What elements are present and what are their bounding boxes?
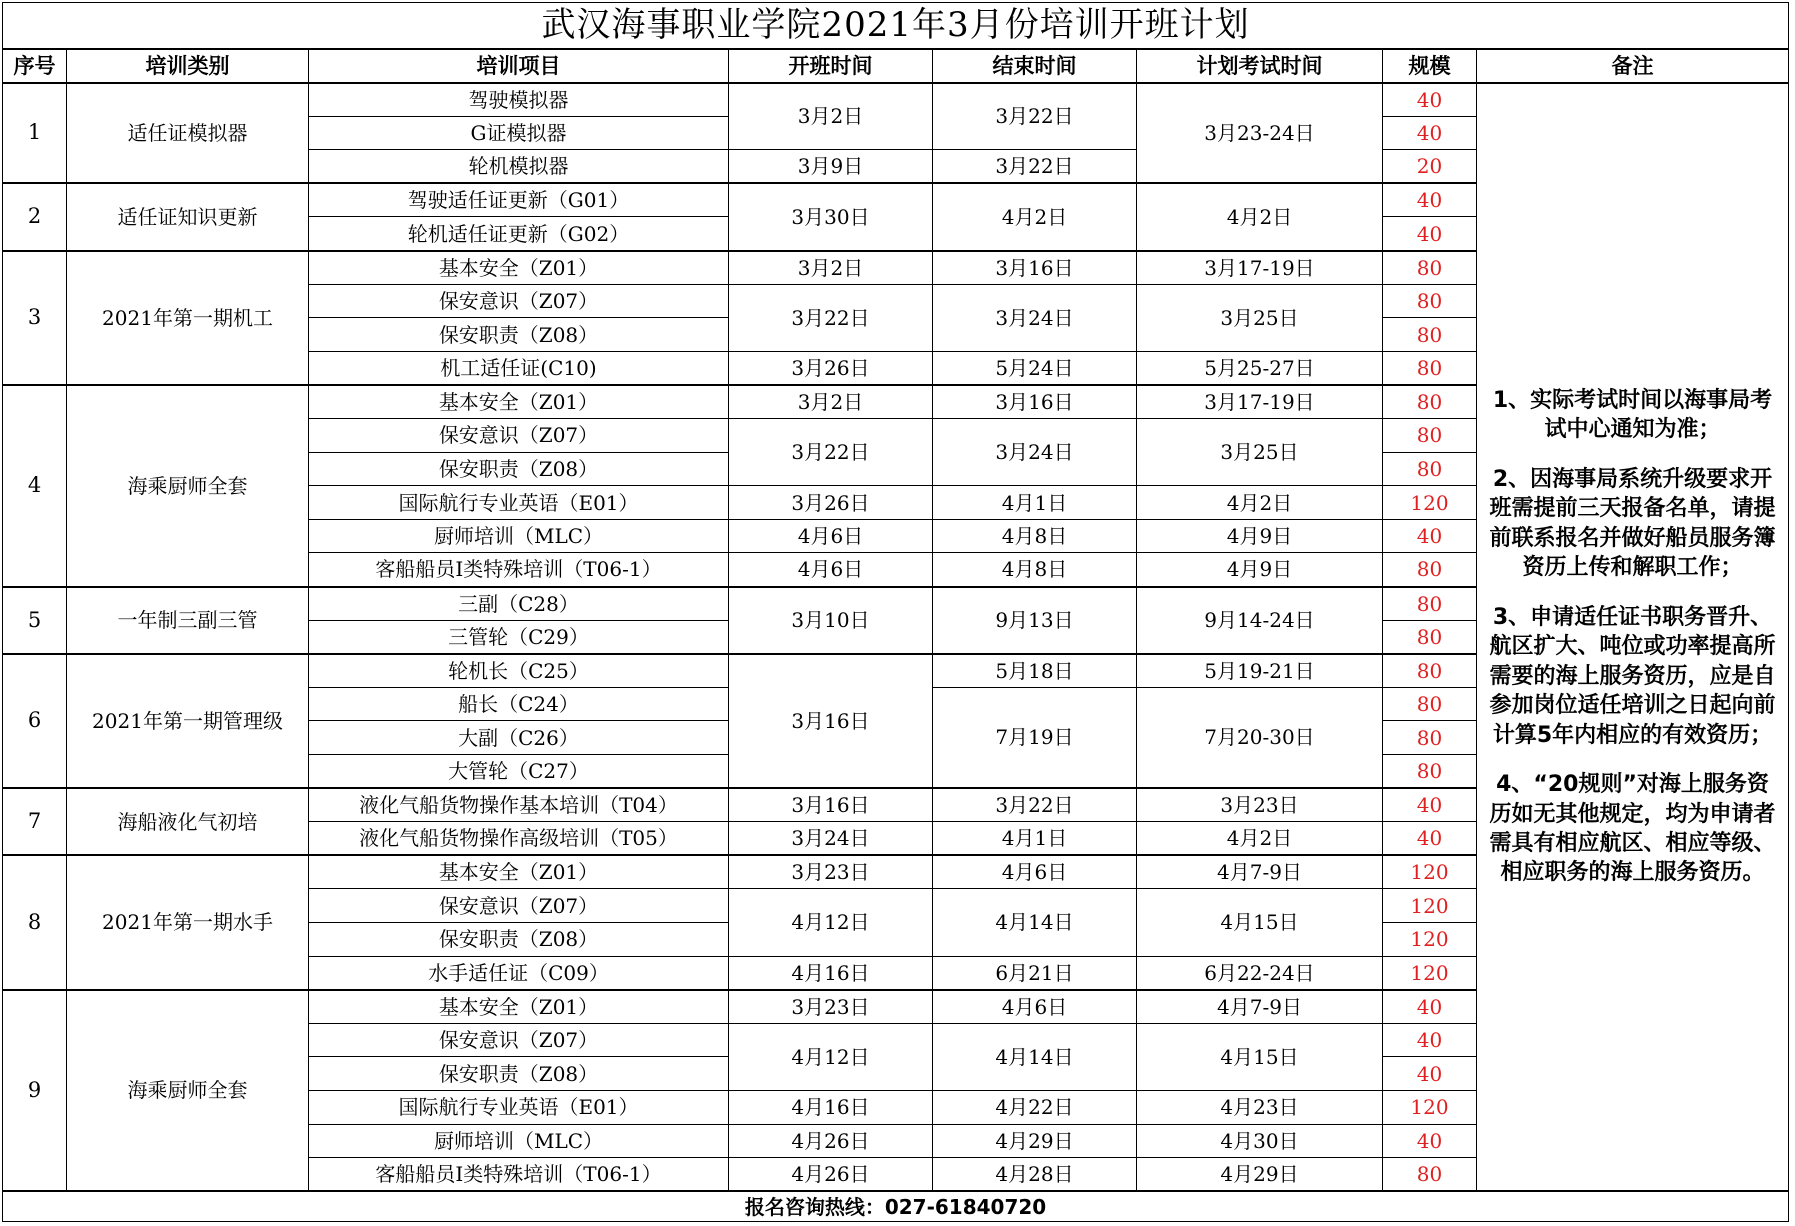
cell-start: 3月2日 — [729, 83, 933, 150]
cell-scale: 80 — [1383, 687, 1477, 721]
cell-category: 海乘厨师全套 — [67, 990, 309, 1192]
header-item: 培训项目 — [309, 49, 729, 83]
cell-item: 厨师培训（MLC） — [309, 1124, 729, 1158]
cell-start: 3月10日 — [729, 587, 933, 654]
cell-item: 客船船员Ⅰ类特殊培训（T06-1） — [309, 1158, 729, 1192]
cell-scale: 40 — [1383, 83, 1477, 117]
remark-item: 2、因海事局系统升级要求开班需提前三天报备名单，请提前联系报名并做好船员服务簿资历上传和解职工作； — [1489, 466, 1776, 581]
cell-category: 2021年第一期水手 — [67, 855, 309, 989]
cell-item: 保安职责（Z08） — [309, 922, 729, 956]
cell-end: 3月22日 — [933, 83, 1137, 150]
cell-seq: 9 — [3, 990, 67, 1192]
cell-item: 三副（C28） — [309, 587, 729, 621]
cell-end: 4月29日 — [933, 1124, 1137, 1158]
cell-scale: 80 — [1383, 385, 1477, 419]
cell-category: 适任证模拟器 — [67, 83, 309, 184]
cell-item: 国际航行专业英语（E01） — [309, 486, 729, 520]
cell-start: 3月24日 — [729, 822, 933, 856]
cell-seq: 8 — [3, 855, 67, 989]
cell-item: 船长（C24） — [309, 687, 729, 721]
cell-end: 4月8日 — [933, 519, 1137, 553]
cell-end: 3月16日 — [933, 251, 1137, 285]
cell-end: 3月24日 — [933, 284, 1137, 351]
cell-start: 3月22日 — [729, 419, 933, 486]
cell-exam: 9月14-24日 — [1137, 587, 1383, 654]
cell-end: 4月2日 — [933, 183, 1137, 250]
cell-item: 保安意识（Z07） — [309, 889, 729, 923]
cell-item: 保安意识（Z07） — [309, 1023, 729, 1057]
cell-item: 驾驶模拟器 — [309, 83, 729, 117]
cell-exam: 4月15日 — [1137, 1023, 1383, 1090]
header-seq: 序号 — [3, 49, 67, 83]
cell-scale: 40 — [1383, 519, 1477, 553]
cell-item: 保安意识（Z07） — [309, 284, 729, 318]
cell-end: 4月14日 — [933, 889, 1137, 956]
cell-start: 4月12日 — [729, 1023, 933, 1090]
cell-item: 保安职责（Z08） — [309, 318, 729, 352]
cell-item: 基本安全（Z01） — [309, 990, 729, 1024]
cell-scale: 80 — [1383, 587, 1477, 621]
cell-start: 4月6日 — [729, 519, 933, 553]
cell-category: 适任证知识更新 — [67, 183, 309, 250]
cell-item: 液化气船货物操作基本培训（T04） — [309, 788, 729, 822]
page-title: 武汉海事职业学院2021年3月份培训开班计划 — [3, 3, 1789, 49]
cell-seq: 3 — [3, 251, 67, 385]
cell-category: 海船液化气初培 — [67, 788, 309, 855]
cell-item: 基本安全（Z01） — [309, 251, 729, 285]
cell-end: 4月22日 — [933, 1090, 1137, 1124]
cell-end: 3月24日 — [933, 419, 1137, 486]
cell-end: 4月14日 — [933, 1023, 1137, 1090]
cell-category: 2021年第一期机工 — [67, 251, 309, 385]
remarks-cell — [1477, 83, 1789, 1192]
cell-start: 3月16日 — [729, 788, 933, 822]
cell-start: 3月2日 — [729, 251, 933, 285]
cell-exam: 5月19-21日 — [1137, 654, 1383, 688]
cell-end: 4月6日 — [933, 990, 1137, 1024]
cell-exam: 7月20-30日 — [1137, 687, 1383, 788]
cell-scale: 80 — [1383, 251, 1477, 285]
header-scale: 规模 — [1383, 49, 1477, 83]
cell-item: 大副（C26） — [309, 721, 729, 755]
cell-item: 水手适任证（C09） — [309, 956, 729, 990]
cell-exam: 3月23日 — [1137, 788, 1383, 822]
cell-end: 5月24日 — [933, 351, 1137, 385]
cell-exam: 4月29日 — [1137, 1158, 1383, 1192]
cell-exam: 4月30日 — [1137, 1124, 1383, 1158]
cell-scale: 40 — [1383, 822, 1477, 856]
cell-item: 保安职责（Z08） — [309, 1057, 729, 1091]
cell-start: 4月26日 — [729, 1158, 933, 1192]
cell-item: 大管轮（C27） — [309, 754, 729, 788]
cell-category: 2021年第一期管理级 — [67, 654, 309, 788]
cell-end: 4月8日 — [933, 553, 1137, 587]
cell-end: 9月13日 — [933, 587, 1137, 654]
cell-end: 4月1日 — [933, 822, 1137, 856]
cell-start: 4月16日 — [729, 1090, 933, 1124]
cell-scale: 120 — [1383, 889, 1477, 923]
cell-start: 3月26日 — [729, 486, 933, 520]
cell-start: 3月23日 — [729, 855, 933, 889]
cell-scale: 40 — [1383, 116, 1477, 150]
cell-item: 客船船员Ⅰ类特殊培训（T06-1） — [309, 553, 729, 587]
cell-exam: 3月23-24日 — [1137, 83, 1383, 184]
cell-exam: 3月17-19日 — [1137, 251, 1383, 285]
cell-exam: 4月9日 — [1137, 553, 1383, 587]
remark-item: 4、“20规则”对海上服务资历如无其他规定，均为申请者需具有相应航区、相应等级、相应职务的海上服务资历。 — [1489, 772, 1776, 886]
remark-item: 3、申请适任证书职务晋升、航区扩大、吨位或功率提高所需要的海上服务资历，应是自参加岗位适任培训之日起向前计算5年内相应的有效资历； — [1489, 604, 1776, 748]
cell-start: 4月16日 — [729, 956, 933, 990]
cell-start: 3月16日 — [729, 654, 933, 788]
cell-end: 4月6日 — [933, 855, 1137, 889]
cell-item: 基本安全（Z01） — [309, 855, 729, 889]
cell-item: 厨师培训（MLC） — [309, 519, 729, 553]
cell-scale: 80 — [1383, 553, 1477, 587]
cell-start: 3月30日 — [729, 183, 933, 250]
cell-end: 3月22日 — [933, 788, 1137, 822]
cell-seq: 1 — [3, 83, 67, 184]
cell-item: 轮机模拟器 — [309, 150, 729, 184]
cell-scale: 40 — [1383, 183, 1477, 217]
cell-item: 三管轮（C29） — [309, 620, 729, 654]
cell-start: 4月12日 — [729, 889, 933, 956]
cell-scale: 80 — [1383, 620, 1477, 654]
cell-seq: 4 — [3, 385, 67, 587]
cell-exam: 4月23日 — [1137, 1090, 1383, 1124]
cell-category: 海乘厨师全套 — [67, 385, 309, 587]
cell-exam: 4月2日 — [1137, 486, 1383, 520]
cell-exam: 4月2日 — [1137, 183, 1383, 250]
cell-scale: 40 — [1383, 1023, 1477, 1057]
cell-scale: 120 — [1383, 855, 1477, 889]
cell-start: 4月6日 — [729, 553, 933, 587]
cell-scale: 20 — [1383, 150, 1477, 184]
cell-item: 轮机长（C25） — [309, 654, 729, 688]
cell-scale: 40 — [1383, 788, 1477, 822]
cell-exam: 3月25日 — [1137, 284, 1383, 351]
cell-start: 3月9日 — [729, 150, 933, 184]
header-exam: 计划考试时间 — [1137, 49, 1383, 83]
cell-item: 驾驶适任证更新（G01） — [309, 183, 729, 217]
cell-scale: 80 — [1383, 284, 1477, 318]
cell-item: 国际航行专业英语（E01） — [309, 1090, 729, 1124]
cell-scale: 80 — [1383, 318, 1477, 352]
cell-scale: 120 — [1383, 1090, 1477, 1124]
cell-scale: 120 — [1383, 956, 1477, 990]
cell-scale: 80 — [1383, 351, 1477, 385]
cell-start: 3月2日 — [729, 385, 933, 419]
cell-start: 3月22日 — [729, 284, 933, 351]
remark-item: 1、实际考试时间以海事局考试中心通知为准； — [1492, 387, 1773, 443]
cell-end: 4月28日 — [933, 1158, 1137, 1192]
cell-exam: 5月25-27日 — [1137, 351, 1383, 385]
cell-scale: 40 — [1383, 217, 1477, 251]
hotline-footer: 报名咨询热线：027-61840720 — [3, 1191, 1789, 1221]
cell-exam: 4月7-9日 — [1137, 990, 1383, 1024]
header-category: 培训类别 — [67, 49, 309, 83]
cell-category: 一年制三副三管 — [67, 587, 309, 654]
cell-seq: 5 — [3, 587, 67, 654]
cell-item: 保安职责（Z08） — [309, 452, 729, 486]
cell-item: G证模拟器 — [309, 116, 729, 150]
cell-end: 6月21日 — [933, 956, 1137, 990]
cell-start: 4月26日 — [729, 1124, 933, 1158]
cell-exam: 4月15日 — [1137, 889, 1383, 956]
cell-end: 3月22日 — [933, 150, 1137, 184]
cell-scale: 40 — [1383, 1124, 1477, 1158]
header-remark: 备注 — [1477, 49, 1789, 83]
cell-scale: 40 — [1383, 990, 1477, 1024]
cell-scale: 80 — [1383, 754, 1477, 788]
cell-seq: 7 — [3, 788, 67, 855]
cell-item: 机工适任证(C10) — [309, 351, 729, 385]
cell-exam: 4月2日 — [1137, 822, 1383, 856]
cell-exam: 3月17-19日 — [1137, 385, 1383, 419]
cell-start: 3月23日 — [729, 990, 933, 1024]
table-row — [3, 83, 1789, 117]
cell-scale: 80 — [1383, 452, 1477, 486]
cell-end: 3月16日 — [933, 385, 1137, 419]
cell-end: 4月1日 — [933, 486, 1137, 520]
cell-exam: 4月7-9日 — [1137, 855, 1383, 889]
cell-item: 保安意识（Z07） — [309, 419, 729, 453]
cell-end: 7月19日 — [933, 687, 1137, 788]
cell-scale: 40 — [1383, 1057, 1477, 1091]
cell-exam: 4月9日 — [1137, 519, 1383, 553]
cell-scale: 80 — [1383, 1158, 1477, 1192]
cell-scale: 80 — [1383, 419, 1477, 453]
cell-scale: 80 — [1383, 721, 1477, 755]
cell-item: 轮机适任证更新（G02） — [309, 217, 729, 251]
header-end: 结束时间 — [933, 49, 1137, 83]
training-plan-table — [2, 2, 1789, 1222]
cell-exam: 3月25日 — [1137, 419, 1383, 486]
cell-exam: 6月22-24日 — [1137, 956, 1383, 990]
cell-scale: 120 — [1383, 922, 1477, 956]
cell-scale: 80 — [1383, 654, 1477, 688]
cell-seq: 6 — [3, 654, 67, 788]
cell-start: 3月26日 — [729, 351, 933, 385]
cell-item: 基本安全（Z01） — [309, 385, 729, 419]
header-start: 开班时间 — [729, 49, 933, 83]
cell-scale: 120 — [1383, 486, 1477, 520]
cell-item: 液化气船货物操作高级培训（T05） — [309, 822, 729, 856]
cell-seq: 2 — [3, 183, 67, 250]
cell-end: 5月18日 — [933, 654, 1137, 688]
